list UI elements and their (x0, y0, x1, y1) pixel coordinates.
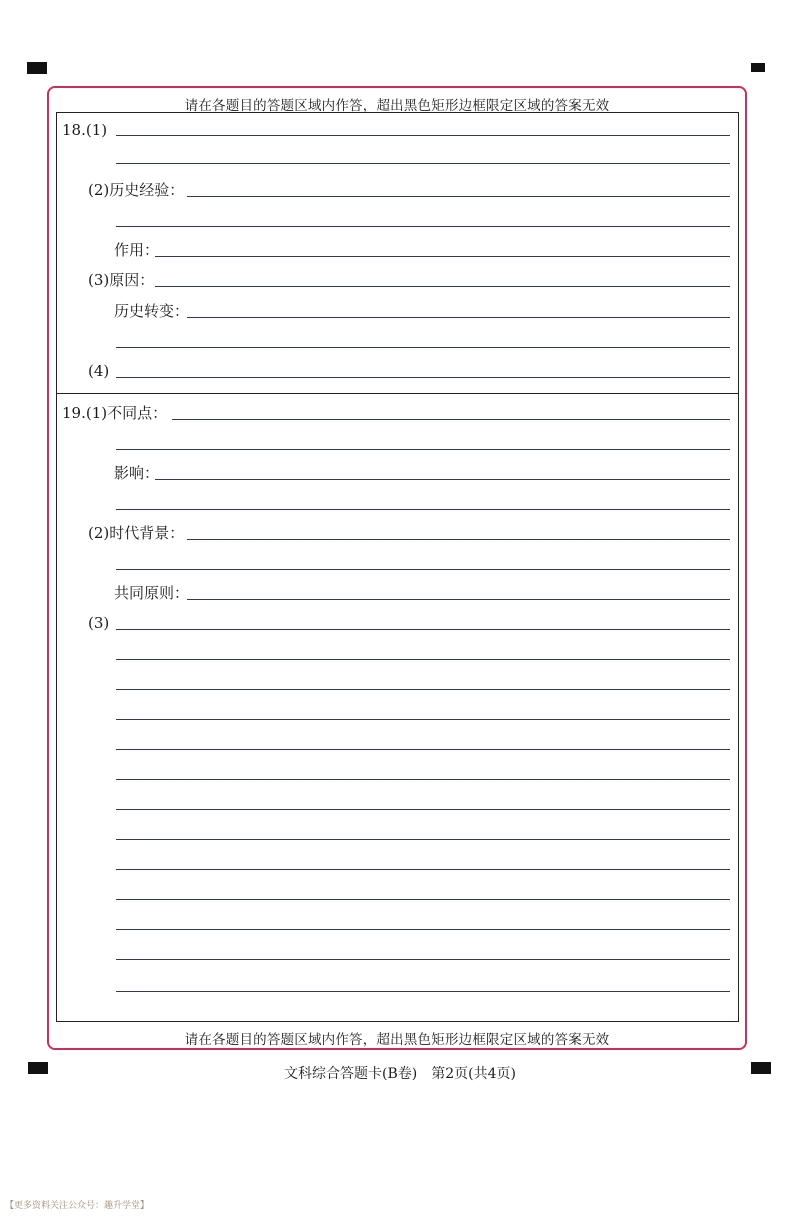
q18-part2-effect-label: 作用： (114, 241, 160, 259)
answer-line[interactable] (116, 959, 730, 960)
q19-part1-impact-label: 影响： (114, 464, 160, 482)
answer-line[interactable] (116, 569, 730, 570)
answer-line[interactable] (187, 539, 730, 540)
q19-part2-principle-label: 共同原则： (114, 584, 190, 602)
answer-line[interactable] (116, 839, 730, 840)
answer-line[interactable] (116, 629, 730, 630)
answer-line[interactable] (187, 196, 730, 197)
answer-line[interactable] (116, 749, 730, 750)
answer-line[interactable] (116, 899, 730, 900)
answer-line[interactable] (116, 779, 730, 780)
answer-line[interactable] (116, 135, 730, 136)
answer-line[interactable] (116, 719, 730, 720)
notice-top: 请在各题目的答题区域内作答，超出黑色矩形边框限定区域的答案无效 (184, 98, 610, 114)
page-footer: 文科综合答题卡(B卷) 第2页(共4页) (284, 1066, 516, 1082)
q19-part2-label: (2)时代背景： (88, 524, 185, 542)
watermark: 【更多资料关注公众号：趣升学堂】 (5, 1201, 150, 1211)
q18-part3-shift-label: 历史转变： (114, 302, 190, 320)
registration-mark-top-right (751, 63, 765, 72)
q19-part3-label: (3) (88, 614, 110, 632)
answer-line[interactable] (116, 226, 730, 227)
answer-line[interactable] (116, 869, 730, 870)
q18-part2-label: (2)历史经验： (88, 181, 185, 199)
answer-line[interactable] (116, 929, 730, 930)
answer-line[interactable] (116, 163, 730, 164)
answer-line[interactable] (116, 509, 730, 510)
answer-line[interactable] (155, 286, 730, 287)
q19-part1-label: 19.(1)不同点： (62, 404, 168, 422)
q18-part4-label: (4) (88, 362, 110, 380)
registration-mark-top-left (27, 62, 47, 74)
answer-line[interactable] (155, 256, 730, 257)
answer-line[interactable] (116, 809, 730, 810)
answer-line[interactable] (116, 659, 730, 660)
answer-line[interactable] (116, 991, 730, 992)
answer-line[interactable] (116, 377, 730, 378)
notice-bottom: 请在各题目的答题区域内作答，超出黑色矩形边框限定区域的答案无效 (184, 1032, 610, 1048)
q18-part3-label: (3)原因： (88, 271, 155, 289)
answer-line[interactable] (116, 449, 730, 450)
answer-line[interactable] (116, 347, 730, 348)
q18-part1-label: 18.(1) (62, 121, 108, 139)
answer-line[interactable] (187, 317, 730, 318)
question-divider (56, 393, 739, 394)
answer-line[interactable] (172, 419, 730, 420)
answer-line[interactable] (155, 479, 730, 480)
answer-line[interactable] (116, 689, 730, 690)
answer-line[interactable] (187, 599, 730, 600)
